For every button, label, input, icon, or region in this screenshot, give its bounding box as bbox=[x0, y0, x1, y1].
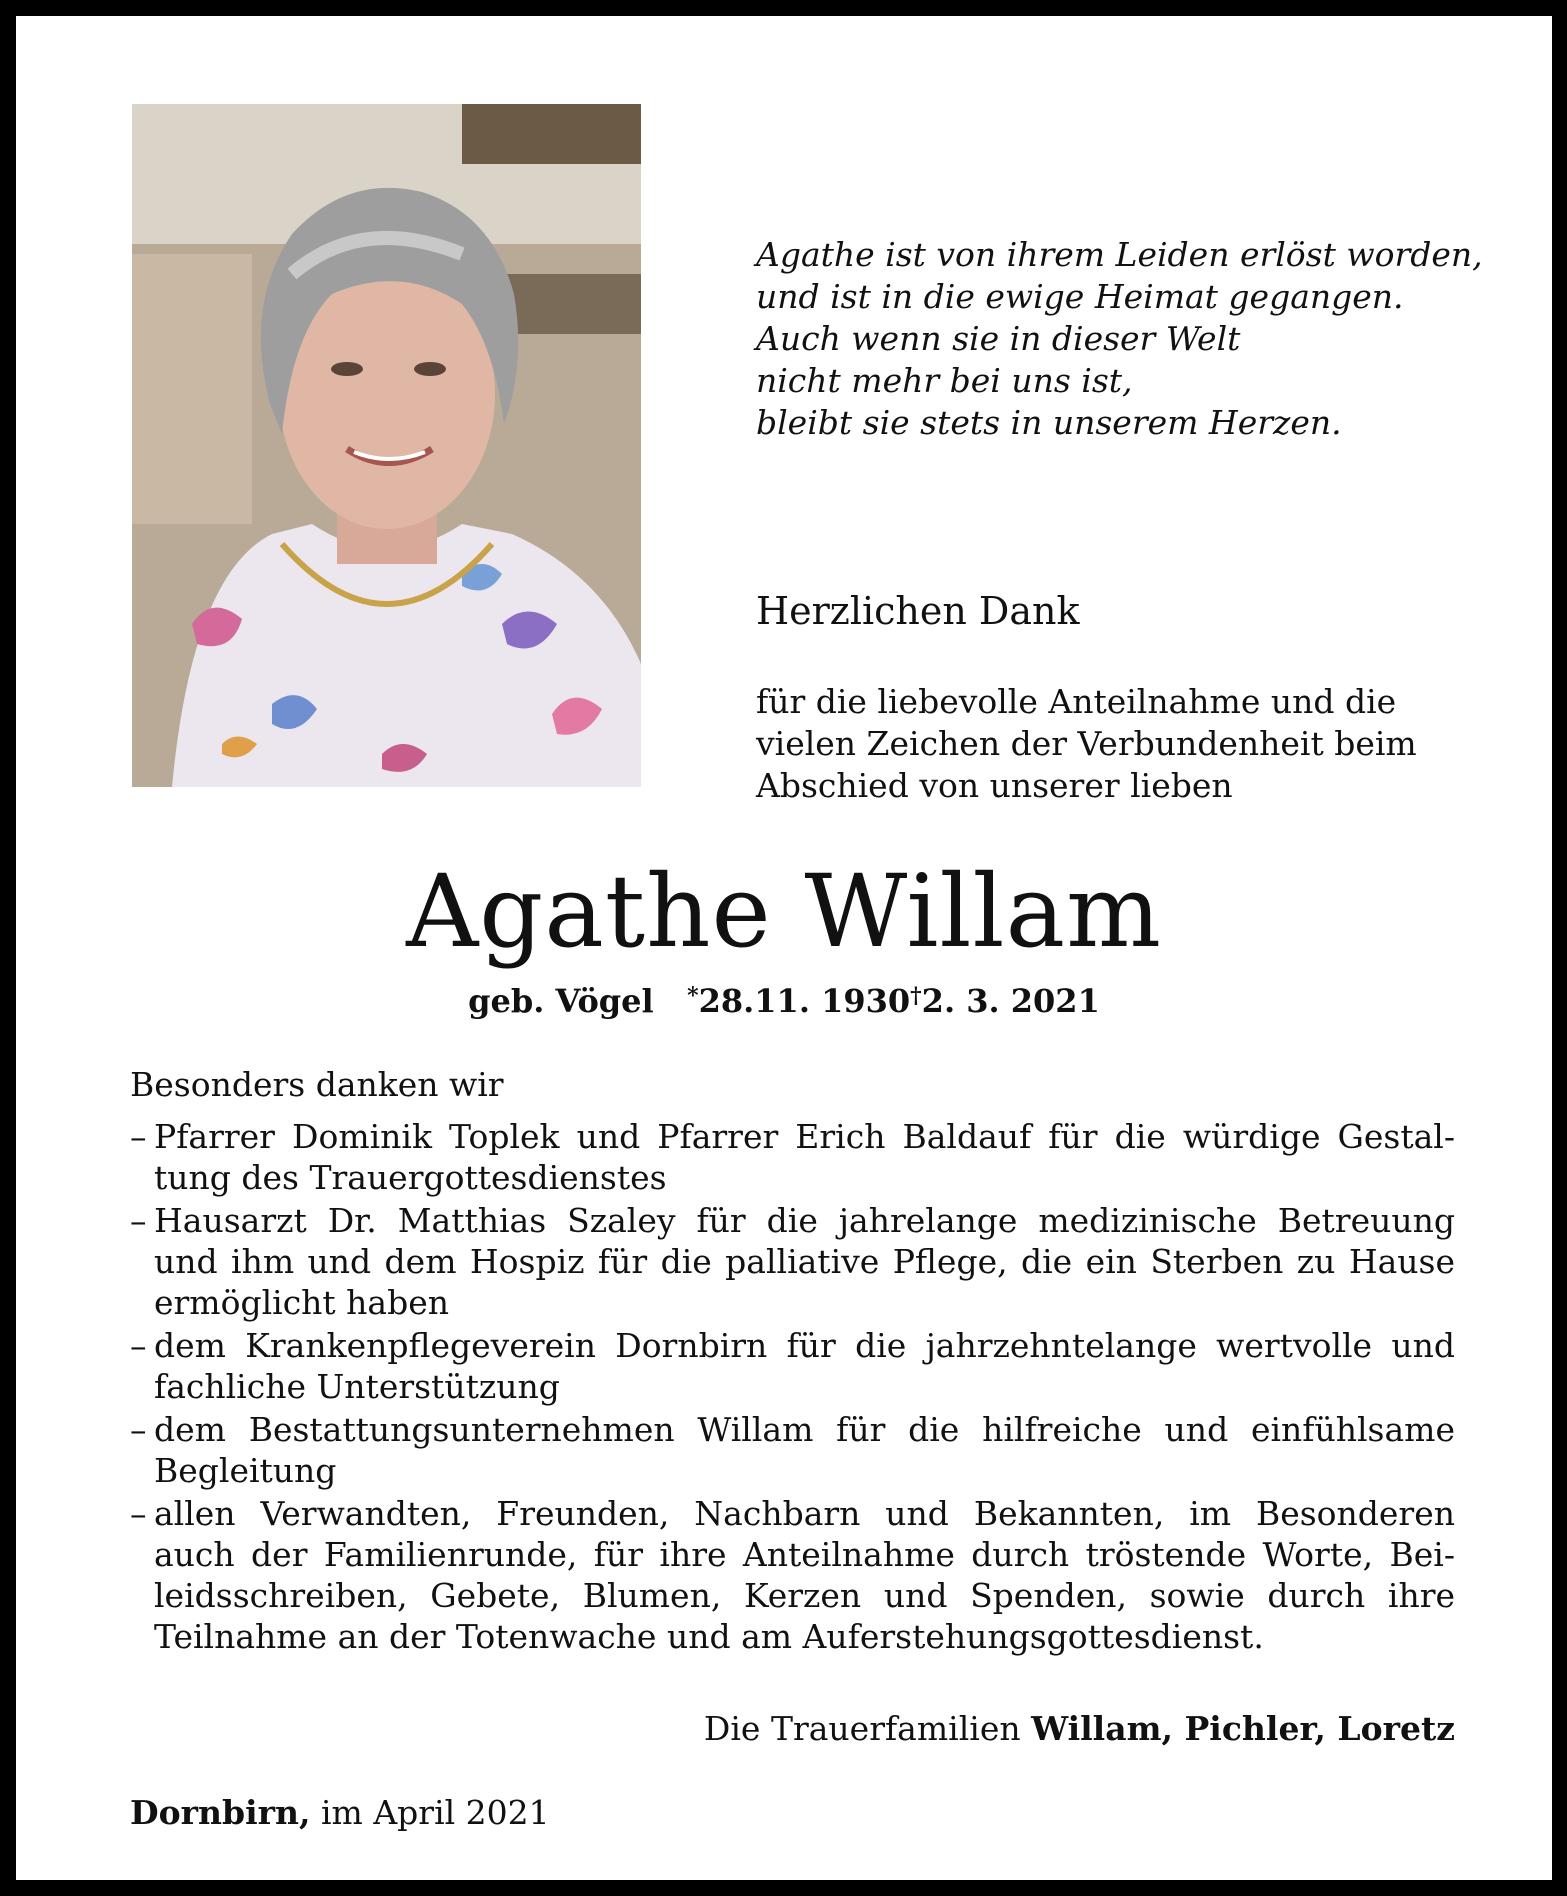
list-item-line: ermöglicht haben bbox=[154, 1283, 450, 1322]
death-symbol: † bbox=[910, 983, 922, 1009]
life-dates bbox=[16, 976, 1552, 1021]
list-item: – Pfarrer Dominik Toplek und Pfarrer Erich Baldauf für die würdige Gestal- tung des Trauergottesdienstes bbox=[130, 1117, 1455, 1197]
obituary-notice bbox=[16, 16, 1552, 1880]
signature-prefix: Die Trauerfamilien bbox=[703, 1709, 1021, 1748]
poem-line: Agathe ist von ihrem Leiden erlöst worden, bbox=[756, 235, 1483, 274]
list-item-line: auch der Familienrunde, für ihre Anteilnahme durch tröstende Worte, Bei- bbox=[154, 1535, 1455, 1574]
poem-line: Auch wenn sie in dieser Welt bbox=[756, 319, 1241, 358]
poem bbox=[756, 234, 1483, 444]
list-item-line: Pfarrer Dominik Toplek und Pfarrer Erich Baldauf für die würdige Gestal- bbox=[154, 1117, 1455, 1156]
birth-date: 28.11. 1930 bbox=[698, 982, 911, 1020]
poem-line: und ist in die ewige Heimat gegangen. bbox=[756, 277, 1404, 316]
thanks-statement-line: vielen Zeichen der Verbundenheit beim bbox=[756, 724, 1417, 763]
list-item-line: Begleitung bbox=[154, 1451, 337, 1490]
maiden-name: geb. Vögel bbox=[468, 982, 654, 1020]
list-item-line: dem Krankenpflegeverein Dornbirn für die jahrzehntelange wertvolle und bbox=[154, 1326, 1455, 1365]
list-item-line: dem Bestattungsunternehmen Willam für die hilfreiche und einfühlsame bbox=[154, 1410, 1455, 1449]
list-item: – allen Verwandten, Freunden, Nachbarn und Bekannten, im Besonderen auch der Familienrunde, für ihre Anteilnahme durch tröstende Worte, Bei- leidsschreiben, Gebete, Blumen, Kerzen und Spenden, sowie durch ihre Teilnahme an der Totenwache und am Auferstehungsgottesdienst. bbox=[130, 1494, 1455, 1656]
list-item-line: und ihm und dem Hospiz für die palliative Pflege, die ein Sterben zu Hause bbox=[154, 1242, 1455, 1281]
thanks-heading: Herzlichen Dank bbox=[756, 589, 1080, 633]
thanks-statement-line: für die liebevolle Anteilnahme und die bbox=[756, 682, 1397, 721]
thanks-statement bbox=[756, 681, 1456, 807]
deceased-name: Agathe Willam bbox=[406, 853, 1162, 970]
poem-line: bleibt sie stets in unserem Herzen. bbox=[756, 403, 1342, 442]
special-thanks-intro: Besonders danken wir bbox=[130, 1065, 504, 1104]
portrait-photo bbox=[132, 104, 641, 787]
poem-line: nicht mehr bei uns ist, bbox=[756, 361, 1133, 400]
list-item: – dem Bestattungsunternehmen Willam für die hilfreiche und einfühlsame Begleitung bbox=[130, 1410, 1455, 1490]
date: im April 2021 bbox=[321, 1793, 550, 1832]
place: Dornbirn, bbox=[130, 1793, 311, 1832]
list-item-line: Teilnahme an der Totenwache und am Auferstehungsgottesdienst. bbox=[154, 1617, 1264, 1656]
signature bbox=[704, 1708, 1455, 1750]
special-thanks-list bbox=[130, 1116, 1455, 1659]
list-item-line: Hausarzt Dr. Matthias Szaley für die jahrelange medizinische Betreuung bbox=[154, 1201, 1455, 1240]
thanks-statement-line: Abschied von unserer lieben bbox=[756, 766, 1233, 805]
place-date bbox=[130, 1792, 550, 1834]
list-item-line: allen Verwandten, Freunden, Nachbarn und Bekannten, im Besonderen bbox=[154, 1494, 1455, 1533]
list-item-line: tung des Trauergottesdienstes bbox=[154, 1158, 667, 1197]
list-item-line: leidsschreiben, Gebete, Blumen, Kerzen und Spenden, sowie durch ihre bbox=[154, 1576, 1455, 1615]
birth-symbol: * bbox=[687, 983, 699, 1009]
list-item-line: fachliche Unterstützung bbox=[154, 1367, 560, 1406]
list-item: – dem Krankenpflegeverein Dornbirn für die jahrzehntelange wertvolle und fachliche Unterstützung bbox=[130, 1326, 1455, 1406]
death-date: 2. 3. 2021 bbox=[921, 982, 1100, 1020]
list-item: – Hausarzt Dr. Matthias Szaley für die jahrelange medizinische Betreuung und ihm und dem Hospiz für die palliative Pflege, die ein Sterben zu Hause ermöglicht haben bbox=[130, 1201, 1455, 1322]
signature-families: Willam, Pichler, Loretz bbox=[1031, 1709, 1455, 1748]
portrait-illustration bbox=[132, 104, 641, 787]
